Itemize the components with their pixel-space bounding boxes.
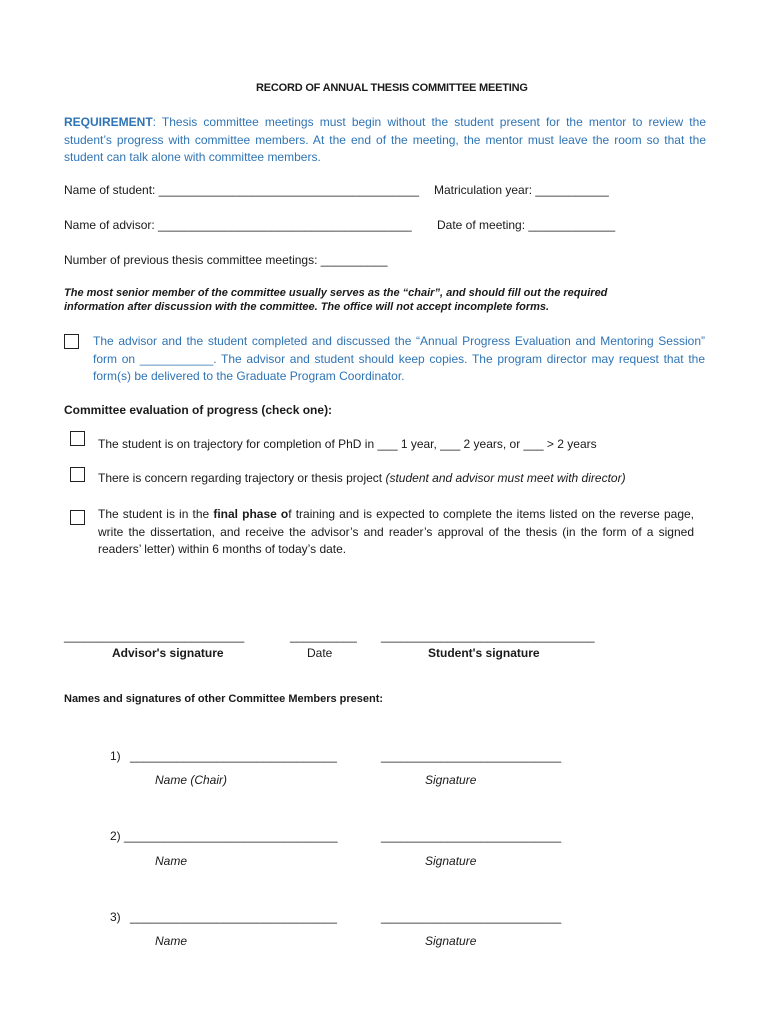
member-name-label: Name bbox=[155, 854, 188, 868]
member-number: 2) bbox=[110, 829, 121, 843]
option-final-phase-post: f training and is expected to complete the items listed on the reverse page, write the dissertation, and receive the advisor’s and reader’s approval of the thesis (in the form of a signed readers’ letter) within 6 months of today’s date. bbox=[98, 507, 694, 556]
advisor-name-field[interactable]: Name of advisor: ______________________________________ bbox=[64, 218, 412, 232]
option-concern-text bbox=[98, 471, 626, 485]
member-signature-line[interactable]: ___________________________ bbox=[381, 910, 562, 924]
option-trajectory-checkbox[interactable] bbox=[70, 431, 85, 446]
date-label: Date bbox=[307, 646, 333, 660]
advisor-form-text: The advisor and the student completed and discussed the “Annual Progress Evaluation and Mentoring Session” form on ___________. The advisor and student should keep copies. The program director may request that the form(s) be delivered to the Graduate Program Coordinator. bbox=[93, 334, 705, 383]
advisor-signature-line[interactable]: ___________________________ bbox=[64, 629, 245, 643]
option-concern-italic: (student and advisor must meet with director) bbox=[385, 471, 626, 485]
other-members-heading: Names and signatures of other Committee Members present: bbox=[64, 693, 384, 705]
member-name-line[interactable]: _______________________________ bbox=[130, 749, 337, 763]
date-line[interactable]: __________ bbox=[290, 629, 357, 643]
student-name-field[interactable]: Name of student: _______________________________________ bbox=[64, 183, 419, 197]
option-trajectory-text: The student is on trajectory for completion of PhD in ___ 1 year, ___ 2 years, or ___ > 2 years bbox=[98, 437, 597, 451]
option-final-phase-text bbox=[98, 506, 694, 559]
previous-meetings-field[interactable]: Number of previous thesis committee meetings: __________ bbox=[64, 253, 388, 267]
option-final-phase-bold: final phase o bbox=[213, 507, 289, 521]
member-name-label: Name (Chair) bbox=[155, 773, 228, 787]
matriculation-year-field[interactable]: Matriculation year: ___________ bbox=[434, 183, 609, 197]
requirement-label: REQUIREMENT bbox=[64, 115, 153, 129]
chair-note-line2: information after discussion with the committee. The office will not accept incomplete forms. bbox=[64, 301, 550, 313]
member-name-line[interactable]: ________________________________ bbox=[124, 829, 338, 843]
option-concern-plain: There is concern regarding trajectory or thesis project bbox=[98, 471, 386, 485]
member-name-line[interactable]: _______________________________ bbox=[130, 910, 337, 924]
advisor-signature-label: Advisor's signature bbox=[112, 646, 224, 660]
option-concern-checkbox[interactable] bbox=[70, 467, 85, 482]
requirement-paragraph bbox=[64, 114, 706, 167]
student-signature-line[interactable]: ________________________________ bbox=[381, 629, 595, 643]
member-signature-label: Signature bbox=[425, 934, 477, 948]
page-title: RECORD OF ANNUAL THESIS COMMITTEE MEETING bbox=[256, 82, 528, 94]
option-final-phase-checkbox[interactable] bbox=[70, 510, 85, 525]
member-signature-label: Signature bbox=[425, 773, 477, 787]
member-name-label: Name bbox=[155, 934, 188, 948]
member-signature-line[interactable]: ___________________________ bbox=[381, 829, 562, 843]
student-signature-label: Student's signature bbox=[428, 646, 540, 660]
evaluation-heading: Committee evaluation of progress (check one): bbox=[64, 403, 333, 417]
requirement-text: Thesis committee meetings must begin without the student present for the mentor to review the student’s progress with committee members. At the end of the meeting, the mentor must leave the room so that the student can talk alone with committee members. bbox=[64, 115, 706, 164]
member-signature-label: Signature bbox=[425, 854, 477, 868]
advisor-form-checkbox[interactable] bbox=[64, 334, 79, 349]
option-final-phase-pre: The student is in the bbox=[98, 507, 214, 521]
requirement-colon: : bbox=[152, 115, 162, 129]
chair-note-line1: The most senior member of the committee usually serves as the “chair”, and should fill out the required bbox=[64, 287, 608, 299]
member-number: 3) bbox=[110, 910, 121, 924]
member-number: 1) bbox=[110, 749, 121, 763]
meeting-date-field[interactable]: Date of meeting: _____________ bbox=[437, 218, 616, 232]
member-signature-line[interactable]: ___________________________ bbox=[381, 749, 562, 763]
